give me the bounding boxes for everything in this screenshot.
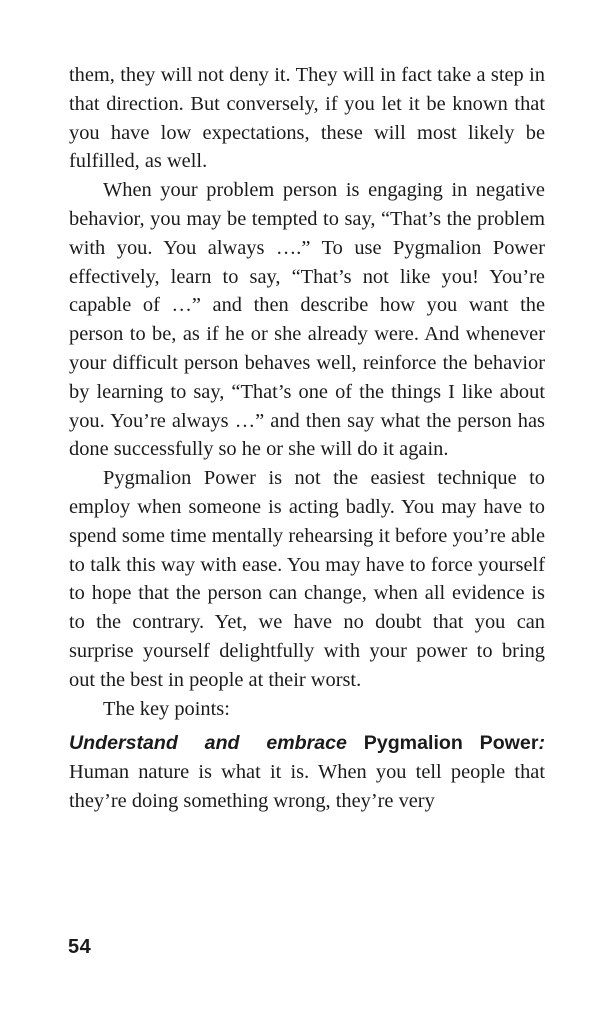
key-point-heading-colon: : (538, 732, 545, 755)
paragraph-pygmalion-technique: Pygmalion Power is not the easiest technique to employ when someone is acting badly. You may have to spend some time mentally rehearsing it before you’re able to talk this way with ease. You may have to force yourself to hope that the person can change, when all evidence is to the contrary. Yet, we have no doubt that you can surprise yourself delightfully with your power to bring out the best in people at their worst. (69, 467, 545, 691)
key-points-intro: The key points: (103, 697, 230, 720)
key-point-heading-italic: Understand and embrace (69, 732, 347, 755)
key-point-text: Human nature is what it is. When you tell people that they’re doing something wrong, they’re very (69, 761, 545, 812)
key-point-1 (69, 729, 545, 815)
key-point-heading-bold: Pygmalion Power (346, 732, 539, 755)
body-text (69, 61, 545, 816)
paragraph-continuation: them, they will not deny it. They will in fact take a step in that direction. But conversely, if you let it be known that you have low expectations, these will most likely be fulfilled, as well. (69, 64, 545, 173)
paragraph-negative-behavior: When your problem person is engaging in negative behavior, you may be tempted to say, “That’s the problem with you. You always ….” To use Pygmalion Power effectively, learn to say, “That’s not like you! You’re capable of …” and then describe how you want the person to be, as if he or she already were. And whenever your difficult person behaves well, reinforce the behavior by learning to say, “That’s one of the things I like about you. You’re always …” and then say what the person has done successfully so he or she will do it again. (69, 179, 545, 461)
page-number: 54 (68, 936, 92, 958)
